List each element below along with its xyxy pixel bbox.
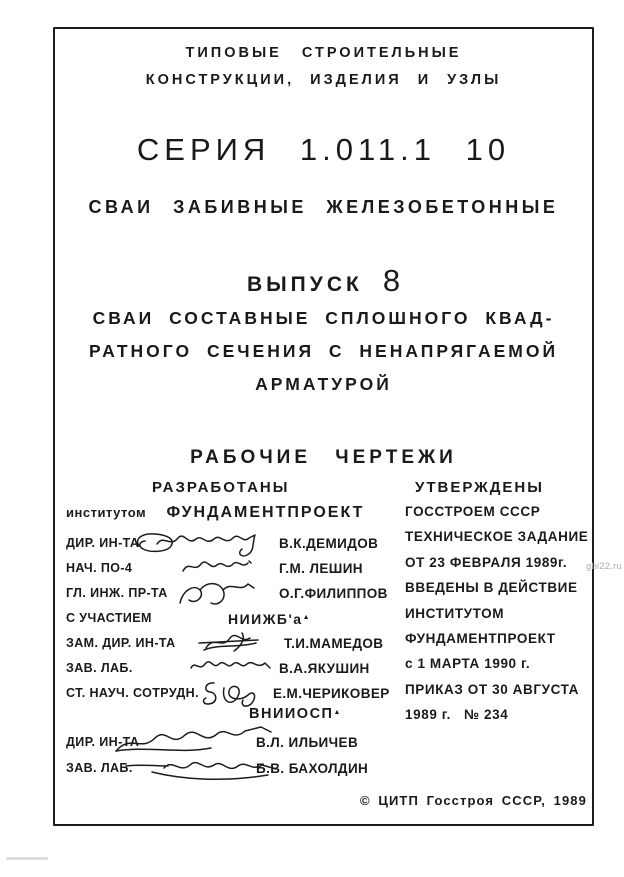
approved-line: ГОССТРОЕМ СССР [405, 504, 541, 519]
document-header-line2: КОНСТРУКЦИИ, ИЗДЕЛИЯ И УЗЛЫ [145, 72, 502, 88]
credit-row [66, 581, 404, 606]
credit-label: ДИР. ИН-ТА [66, 735, 140, 749]
approved-line: ПРИКАЗ ОТ 30 АВГУСТА [405, 681, 579, 697]
developed-heading: РАЗРАБОТАНЫ [152, 479, 290, 496]
credit-label: ЗАМ. ДИР. ИН-ТА [66, 636, 176, 650]
institute2-name: ВНИИОСП [249, 706, 334, 722]
approved-line: 1989 г. № 234 [405, 707, 509, 723]
copyright-notice: © ЦИТП Госстроя СССР, 1989 [360, 793, 587, 808]
credit-row [66, 631, 404, 656]
signature-mamedov [196, 629, 264, 657]
credit-label: ГЛ. ИНЖ. ПР-ТА [66, 586, 168, 600]
footnote-triangle-icon: ▲ [302, 614, 312, 621]
approved-line: ИНСТИТУТОМ [405, 605, 505, 621]
credit-row [66, 656, 404, 681]
signature-cherikover [198, 679, 268, 709]
developed-column [66, 504, 404, 782]
page-border-frame [53, 27, 594, 826]
credit-row [66, 756, 404, 782]
faint-watermark [6, 857, 48, 860]
signature-yakushin [186, 654, 274, 678]
credit-name: Г.М. ЛЕШИН [279, 561, 363, 576]
approved-heading: УТВЕРЖДЕНЫ [415, 479, 544, 496]
credit-row [66, 556, 404, 581]
approved-column [405, 504, 591, 733]
institute-line [66, 504, 404, 531]
institute-name: ФУНДАМЕНТПРОЕКТ [166, 504, 365, 521]
credit-name: Б.В. БАХОЛДИН [256, 761, 369, 776]
credit-name: В.А.ЯКУШИН [279, 661, 370, 676]
issue-title-line2: РАТНОГО СЕЧЕНИЯ С НЕНАПРЯГАЕМОЙ [88, 341, 559, 361]
credit-name: Е.М.ЧЕРИКОВЕР [273, 686, 390, 701]
signature-ilyichev [111, 724, 276, 758]
credit-row [66, 730, 404, 756]
approved-line: ОТ 23 ФЕВРАЛЯ 1989г. [405, 554, 568, 570]
credit-label: НАЧ. ПО-4 [66, 561, 133, 575]
credit-row [66, 681, 404, 706]
signature-leshin [178, 554, 254, 580]
site-watermark: gbi22.ru [586, 561, 622, 572]
signature-filippov [174, 579, 258, 609]
participation-line [66, 606, 404, 631]
credit-row [66, 531, 404, 556]
approved-line: с 1 МАРТА 1990 г. [405, 656, 531, 672]
issue-label: ВЫПУСК [246, 273, 363, 296]
footnote-triangle-icon: ▲ [333, 709, 342, 716]
participation-institute: НИИЖБ'а▲ [228, 611, 312, 627]
credit-name: О.Г.ФИЛИППОВ [279, 586, 388, 601]
document-subtitle: СВАИ ЗАБИВНЫЕ ЖЕЛЕЗОБЕТОННЫЕ [88, 197, 559, 217]
credit-label: СТ. НАУЧ. СОТРУДН. [66, 686, 199, 700]
institute-label: институтом [66, 505, 147, 520]
issue-line [55, 263, 592, 299]
section-title: РАБОЧИЕ ЧЕРТЕЖИ [190, 447, 457, 468]
document-header-line1: ТИПОВЫЕ СТРОИТЕЛЬНЫЕ [185, 45, 462, 61]
credit-label: ЗАВ. ЛАБ. [66, 761, 133, 775]
credit-name: Т.И.МАМЕДОВ [284, 636, 384, 651]
credit-name: В.Л. ИЛЬИЧЕВ [256, 735, 359, 750]
credit-label: ЗАВ. ЛАБ. [66, 661, 133, 675]
approved-line: ВВЕДЕНЫ В ДЕЙСТВИЕ [405, 580, 578, 596]
credit-name: В.К.ДЕМИДОВ [279, 536, 379, 551]
series-title: СЕРИЯ 1.011.1 10 [136, 132, 511, 167]
approved-line: ФУНДАМЕНТПРОЕКТ [405, 630, 556, 646]
issue-number: 8 [382, 263, 401, 298]
credit-label: ДИР. ИН-ТА [66, 536, 140, 550]
issue-title-line1: СВАИ СОСТАВНЫЕ СПЛОШНОГО КВАД- [92, 308, 555, 328]
approved-line: ТЕХНИЧЕСКОЕ ЗАДАНИЕ [405, 529, 589, 545]
issue-title-line3: АРМАТУРОЙ [255, 374, 392, 394]
participation-label: С УЧАСТИЕМ [66, 611, 152, 625]
